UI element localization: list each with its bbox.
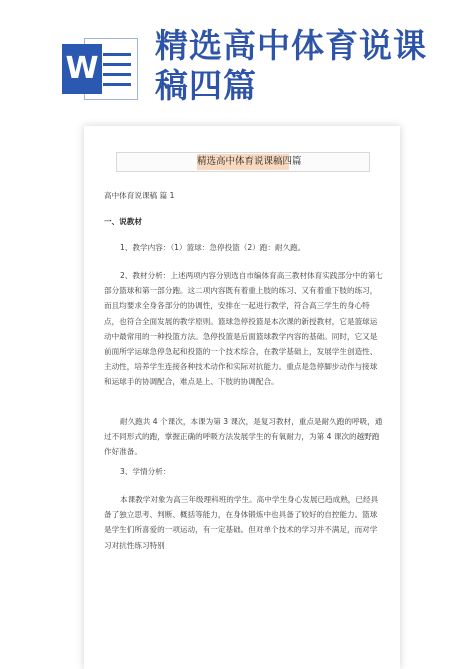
document-page-preview	[84, 126, 400, 669]
document-title-box	[116, 152, 370, 172]
page-title-line-2: 稿四篇	[155, 66, 257, 105]
page-title-line-1: 精选高中体育说课	[155, 26, 427, 65]
page-fade-overlay	[84, 609, 400, 669]
paragraph-student-analysis: 本课教学对象为高三年级理科班的学生。高中学生身心发展已趋成熟，已经具备了独立思考、判断、概括等能力，在身体锻炼中也具备了较好的自控能力。篮球是学生们所喜爱的一项运动，有一定基础。但对单个技术的学习并不满足，而对学习对抗性练习特别	[104, 495, 379, 550]
word-document-icon	[62, 36, 138, 102]
word-icon-letter: W	[62, 44, 102, 94]
paragraph-endurance-run: 耐久跑共 4 个课次，本课为第 3 课次，是复习教材，重点是耐久跑的呼吸，通过不同形式的跑，掌握正确的呼吸方法发展学生的有氧耐力，为第 4 课次的越野跑作好准备。	[104, 417, 383, 457]
paragraph-material-analysis: 2、教材分析：上述两项内容分别选自市编体育高三教材体育实践部分中的第七部分篮球和第一部分跑。这二项内容既有着重上肢的练习、又有着重下肢的练习，而且均要求全身各部分的协调性，安排在一起进行教学，符合高三学生的身心特点，也符合全面发展的教学原则。篮球急停投篮是本次课的新授教材，它是篮球运动中最常用的一种投篮方法。急停投篮是后面篮球教学内容的基础。同时，它又是前面所学运球急停急起和投篮的一个技术综合，在教学基础上，发展学生创造性、主动性，培养学生连接各种技术动作和实际对抗能力。重点是急停脚步动作与接球和运球手的协调配合，难点是上、下肢的协调配合。	[104, 271, 384, 387]
section-heading: 一、说教材	[104, 217, 142, 226]
document-title: 精选高中体育说课稿四篇	[197, 154, 289, 170]
paragraph-student-analysis-heading: 3、学情分析：	[120, 467, 171, 476]
paragraph-teaching-content: 1、教学内容：（1）篮球：急停投篮（2）跑：耐久跑。	[120, 243, 306, 252]
page-title	[155, 26, 455, 106]
document-subtitle: 高中体育说课稿 篇 1	[104, 191, 175, 200]
header-banner	[0, 0, 474, 120]
